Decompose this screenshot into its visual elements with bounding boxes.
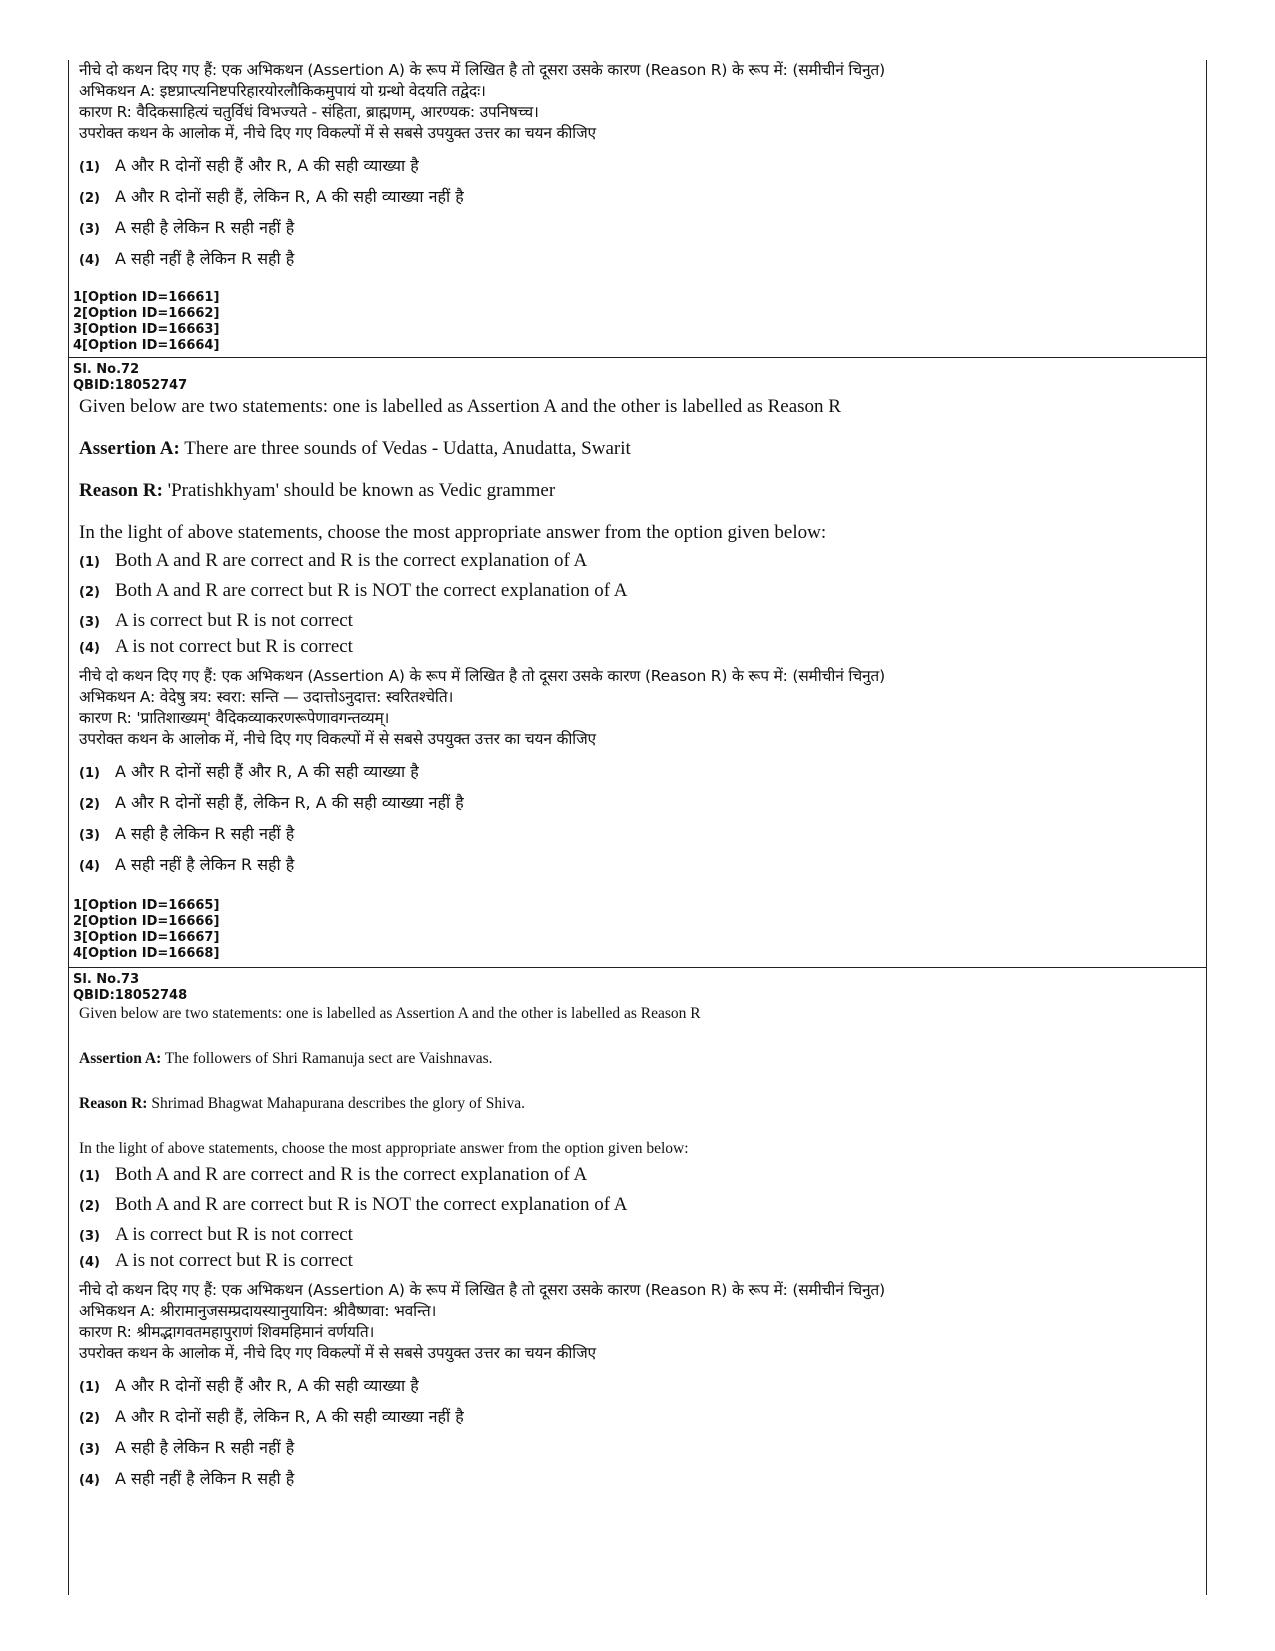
instruction: In the light of above statements, choose the most appropriate answer from the option given below:	[79, 1140, 689, 1157]
hindi-instruction: उपरोक्त कथन के आलोक में, नीचे दिए गए विकल्पों में से सबसे उपयुक्त उत्तर का चयन कीजिए	[79, 1344, 596, 1362]
hindi-option: (3) A सही है लेकिन R सही नहीं है	[79, 1438, 295, 1457]
hindi-option: (4) A सही नहीं है लेकिन R सही है	[79, 249, 295, 268]
qbid: QBID:18052747	[73, 378, 188, 393]
question-intro: Given below are two statements: one is labelled as Assertion A and the other is labelled as Reason R	[79, 396, 841, 417]
hindi-assertion: अभिकथन A: इष्टप्राप्त्यनिष्टपरिहारयोरलौकिकमुपायं यो ग्रन्थो वेदयति तद्वेदः।	[79, 82, 486, 100]
answer-option[interactable]: (4) A is not correct but R is correct	[79, 1250, 353, 1271]
option-id: 3[Option ID=16663]	[73, 322, 220, 337]
answer-option[interactable]: (4) A is not correct but R is correct	[79, 636, 353, 657]
option-id-list	[73, 290, 219, 354]
instruction: In the light of above statements, choose the most appropriate answer from the option given below:	[79, 522, 827, 543]
hindi-intro: नीचे दो कथन दिए गए हैं: एक अभिकथन (Assertion A) के रूप में लिखित है तो दूसरा उसके कारण (Reason R) के रूप में: (समीचीनं चिनुत)	[79, 667, 885, 685]
hindi-option: (3) A सही है लेकिन R सही नहीं है	[79, 218, 295, 237]
question-divider	[69, 357, 1206, 358]
hindi-instruction: उपरोक्त कथन के आलोक में, नीचे दिए गए विकल्पों में से सबसे उपयुक्त उत्तर का चयन कीजिए	[79, 124, 596, 142]
question-intro: Given below are two statements: one is labelled as Assertion A and the other is labelled as Reason R	[79, 1005, 701, 1022]
hindi-instruction: उपरोक्त कथन के आलोक में, नीचे दिए गए विकल्पों में से सबसे उपयुक्त उत्तर का चयन कीजिए	[79, 730, 596, 748]
answer-option[interactable]: (2) Both A and R are correct but R is NOT the correct explanation of A	[79, 580, 628, 601]
hindi-option: (4) A सही नहीं है लेकिन R सही है	[79, 855, 295, 874]
option-id-list	[73, 898, 219, 962]
hindi-option: (2) A और R दोनों सही हैं, लेकिन R, A की सही व्याख्या नहीं है	[79, 1407, 464, 1426]
option-id: 4[Option ID=16668]	[73, 946, 220, 961]
reason: Reason R: 'Pratishkhyam' should be known as Vedic grammer	[79, 480, 556, 501]
assertion: Assertion A: There are three sounds of Vedas - Udatta, Anudatta, Swarit	[79, 438, 631, 459]
hindi-intro: नीचे दो कथन दिए गए हैं: एक अभिकथन (Assertion A) के रूप में लिखित है तो दूसरा उसके कारण (Reason R) के रूप में: (समीचीनं चिनुत)	[79, 1281, 885, 1299]
hindi-reason: कारण R: 'प्रातिशाख्यम्' वैदिकव्याकरणरूपेणावगन्तव्यम्।	[79, 709, 390, 727]
option-id: 2[Option ID=16662]	[73, 306, 220, 321]
option-id: 2[Option ID=16666]	[73, 914, 220, 929]
option-id: 4[Option ID=16664]	[73, 338, 220, 353]
hindi-option: (1) A और R दोनों सही हैं और R, A की सही व्याख्या है	[79, 1376, 419, 1395]
assertion: Assertion A: The followers of Shri Ramanuja sect are Vaishnavas.	[79, 1050, 493, 1067]
hindi-assertion: अभिकथन A: वेदेषु त्रय: स्वरा: सन्ति — उदात्तोऽनुदात्त: स्वरितश्चेति।	[79, 688, 454, 706]
answer-option[interactable]: (1) Both A and R are correct and R is the correct explanation of A	[79, 550, 588, 571]
answer-option[interactable]: (2) Both A and R are correct but R is NOT the correct explanation of A	[79, 1194, 628, 1215]
option-id: 1[Option ID=16665]	[73, 898, 220, 913]
hindi-option: (4) A सही नहीं है लेकिन R सही है	[79, 1469, 295, 1488]
option-id: 1[Option ID=16661]	[73, 290, 220, 305]
hindi-option: (3) A सही है लेकिन R सही नहीं है	[79, 824, 295, 843]
hindi-reason: कारण R: वैदिकसाहित्यं चतुर्विधं विभज्यते - संहिता, ब्राह्मणम्, आरण्यक: उपनिषच्च।	[79, 103, 539, 121]
hindi-intro: नीचे दो कथन दिए गए हैं: एक अभिकथन (Assertion A) के रूप में लिखित है तो दूसरा उसके कारण (Reason R) के रूप में: (समीचीनं चिनुत)	[79, 61, 885, 79]
option-id: 3[Option ID=16667]	[73, 930, 220, 945]
hindi-assertion: अभिकथन A: श्रीरामानुजसम्प्रदायस्यानुयायिन: श्रीवैष्णवा: भवन्ति।	[79, 1302, 437, 1320]
reason: Reason R: Shrimad Bhagwat Mahapurana describes the glory of Shiva.	[79, 1095, 525, 1112]
qbid: QBID:18052748	[73, 988, 188, 1003]
serial-number: Sl. No.72	[73, 362, 140, 377]
hindi-option: (2) A और R दोनों सही हैं, लेकिन R, A की सही व्याख्या नहीं है	[79, 187, 464, 206]
hindi-reason: कारण R: श्रीमद्भागवतमहापुराणं शिवमहिमानं वर्णयति।	[79, 1323, 375, 1341]
question-paper-frame	[68, 60, 1207, 1595]
serial-number: Sl. No.73	[73, 972, 140, 987]
question-divider	[69, 967, 1206, 968]
hindi-option: (2) A और R दोनों सही हैं, लेकिन R, A की सही व्याख्या नहीं है	[79, 793, 464, 812]
answer-option[interactable]: (3) A is correct but R is not correct	[79, 610, 353, 631]
answer-option[interactable]: (3) A is correct but R is not correct	[79, 1224, 353, 1245]
hindi-option: (1) A और R दोनों सही हैं और R, A की सही व्याख्या है	[79, 156, 419, 175]
hindi-option: (1) A और R दोनों सही हैं और R, A की सही व्याख्या है	[79, 762, 419, 781]
answer-option[interactable]: (1) Both A and R are correct and R is the correct explanation of A	[79, 1164, 588, 1185]
